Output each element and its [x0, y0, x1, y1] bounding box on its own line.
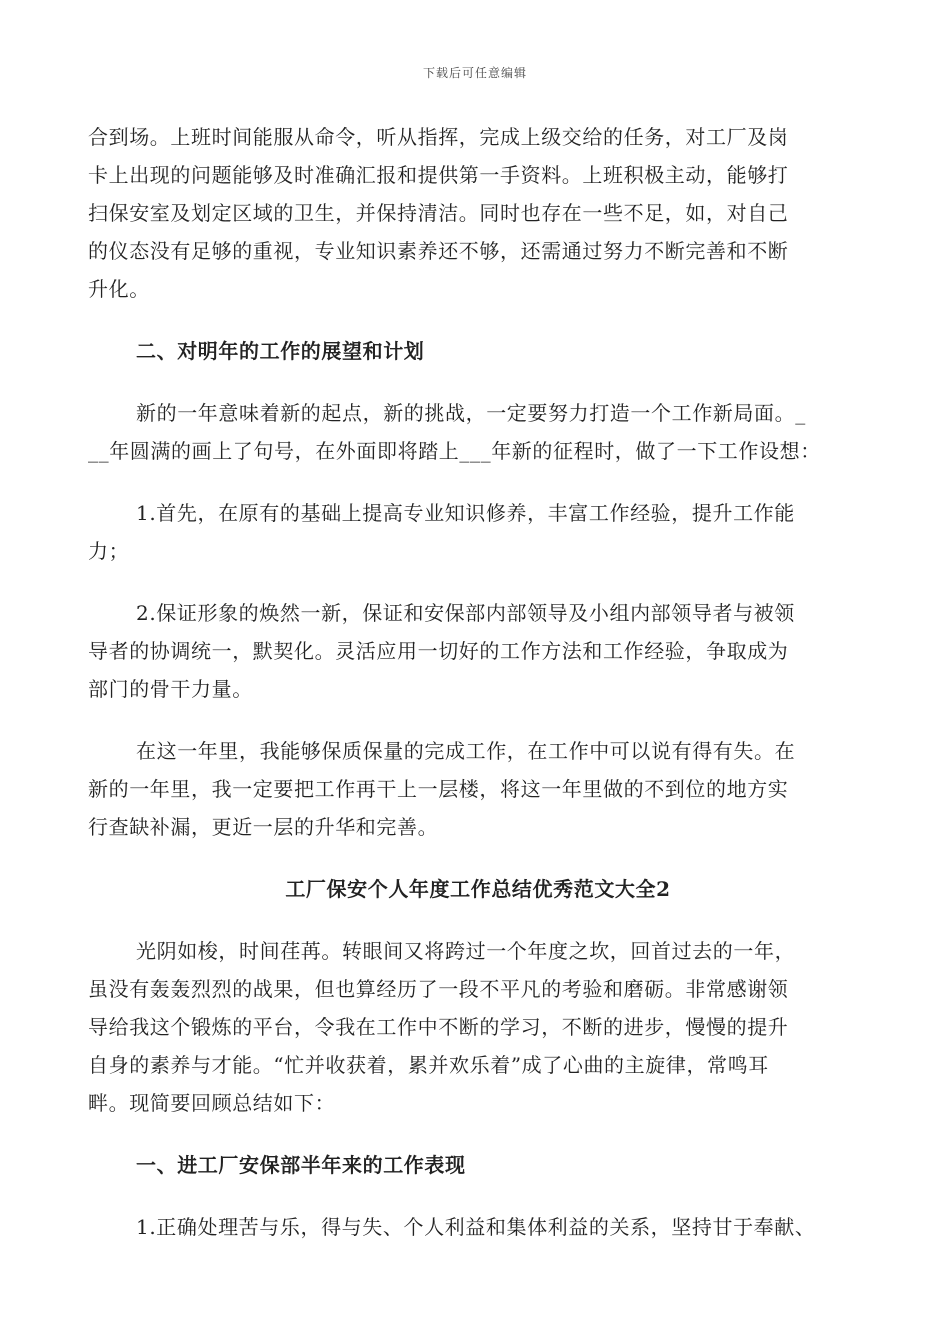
article-title [88, 870, 868, 908]
paragraph [88, 494, 868, 570]
block-gap [88, 908, 868, 932]
paragraph-line: 卡上出现的问题能够及时准确汇报和提供第一手资料。上班积极主动，能够打 [88, 163, 789, 187]
paragraph-line: 光阴如梭，时间荏苒。转眼间又将跨过一个年度之坎，回首过去的一年， [136, 939, 796, 963]
paragraph-line: 导给我这个锻炼的平台，令我在工作中不断的学习，不断的进步，慢慢的提升 [88, 1015, 789, 1039]
section-heading [88, 332, 868, 370]
document-body [88, 118, 868, 1246]
paragraph-line: 新的一年意味着新的起点，新的挑战，一定要努力打造一个工作新局面。_ [136, 401, 806, 425]
paragraph-line: 自身的素养与才能。“忙并收获着，累并欢乐着”成了心曲的主旋律，常鸣耳 [88, 1053, 769, 1077]
block-gap [88, 570, 868, 594]
paragraph-line: 的仪态没有足够的重视，专业知识素养还不够，还需通过努力不断完善和不断 [88, 239, 789, 263]
section-heading-text: 一、进工厂安保部半年来的工作表现 [136, 1153, 466, 1177]
paragraph [88, 394, 868, 470]
paragraph-line: 合到场。上班时间能服从命令，听从指挥，完成上级交给的任务，对工厂及岗 [88, 125, 789, 149]
paragraph-line: 畔。现简要回顾总结如下： [88, 1091, 336, 1115]
block-gap [88, 846, 868, 870]
paragraph-line: 2.保证形象的焕然一新，保证和安保部内部领导及小组内部领导者与被领 [136, 601, 795, 625]
paragraph-line: 虽没有轰轰烈烈的战果，但也算经历了一段不平凡的考验和磨砺。非常感谢领 [88, 977, 789, 1001]
block-gap [88, 708, 868, 732]
paragraph [88, 932, 868, 1122]
paragraph-line: 新的一年里，我一定要把工作再干上一层楼，将这一年里做的不到位的地方实 [88, 777, 789, 801]
block-gap [88, 1122, 868, 1146]
paragraph [88, 594, 868, 708]
paragraph-line: __年圆满的画上了句号，在外面即将踏上___年新的征程时，做了一下工作设想： [88, 439, 821, 463]
paragraph-line: 扫保安室及划定区域的卫生，并保持清洁。同时也存在一些不足，如，对自己 [88, 201, 789, 225]
block-gap [88, 470, 868, 494]
paragraph-line: 行查缺补漏，更近一层的升华和完善。 [88, 815, 439, 839]
block-gap [88, 1184, 868, 1208]
block-gap [88, 370, 868, 394]
paragraph [88, 732, 868, 846]
paragraph-line: 部门的骨干力量。 [88, 677, 253, 701]
paragraph-line: 在这一年里，我能够保质保量的完成工作，在工作中可以说有得有失。在 [136, 739, 796, 763]
block-gap [88, 308, 868, 332]
paragraph-line: 力； [88, 539, 130, 563]
paragraph-line: 1.正确处理苦与乐，得与失、个人利益和集体利益的关系，坚持甘于奉献、 [136, 1215, 816, 1239]
paragraph-line: 升化。 [88, 277, 150, 301]
page-header-note: 下载后可任意编辑 [422, 66, 527, 80]
article-title-text: 工厂保安个人年度工作总结优秀范文大全2 [285, 877, 671, 901]
section-heading-text: 二、对明年的工作的展望和计划 [136, 339, 425, 363]
paragraph [88, 118, 868, 308]
paragraph-line: 1.首先，在原有的基础上提高专业知识修养，丰富工作经验，提升工作能 [136, 501, 795, 525]
section-heading [88, 1146, 868, 1184]
paragraph-line: 导者的协调统一，默契化。灵活应用一切好的工作方法和工作经验，争取成为 [88, 639, 789, 663]
paragraph [88, 1208, 868, 1246]
